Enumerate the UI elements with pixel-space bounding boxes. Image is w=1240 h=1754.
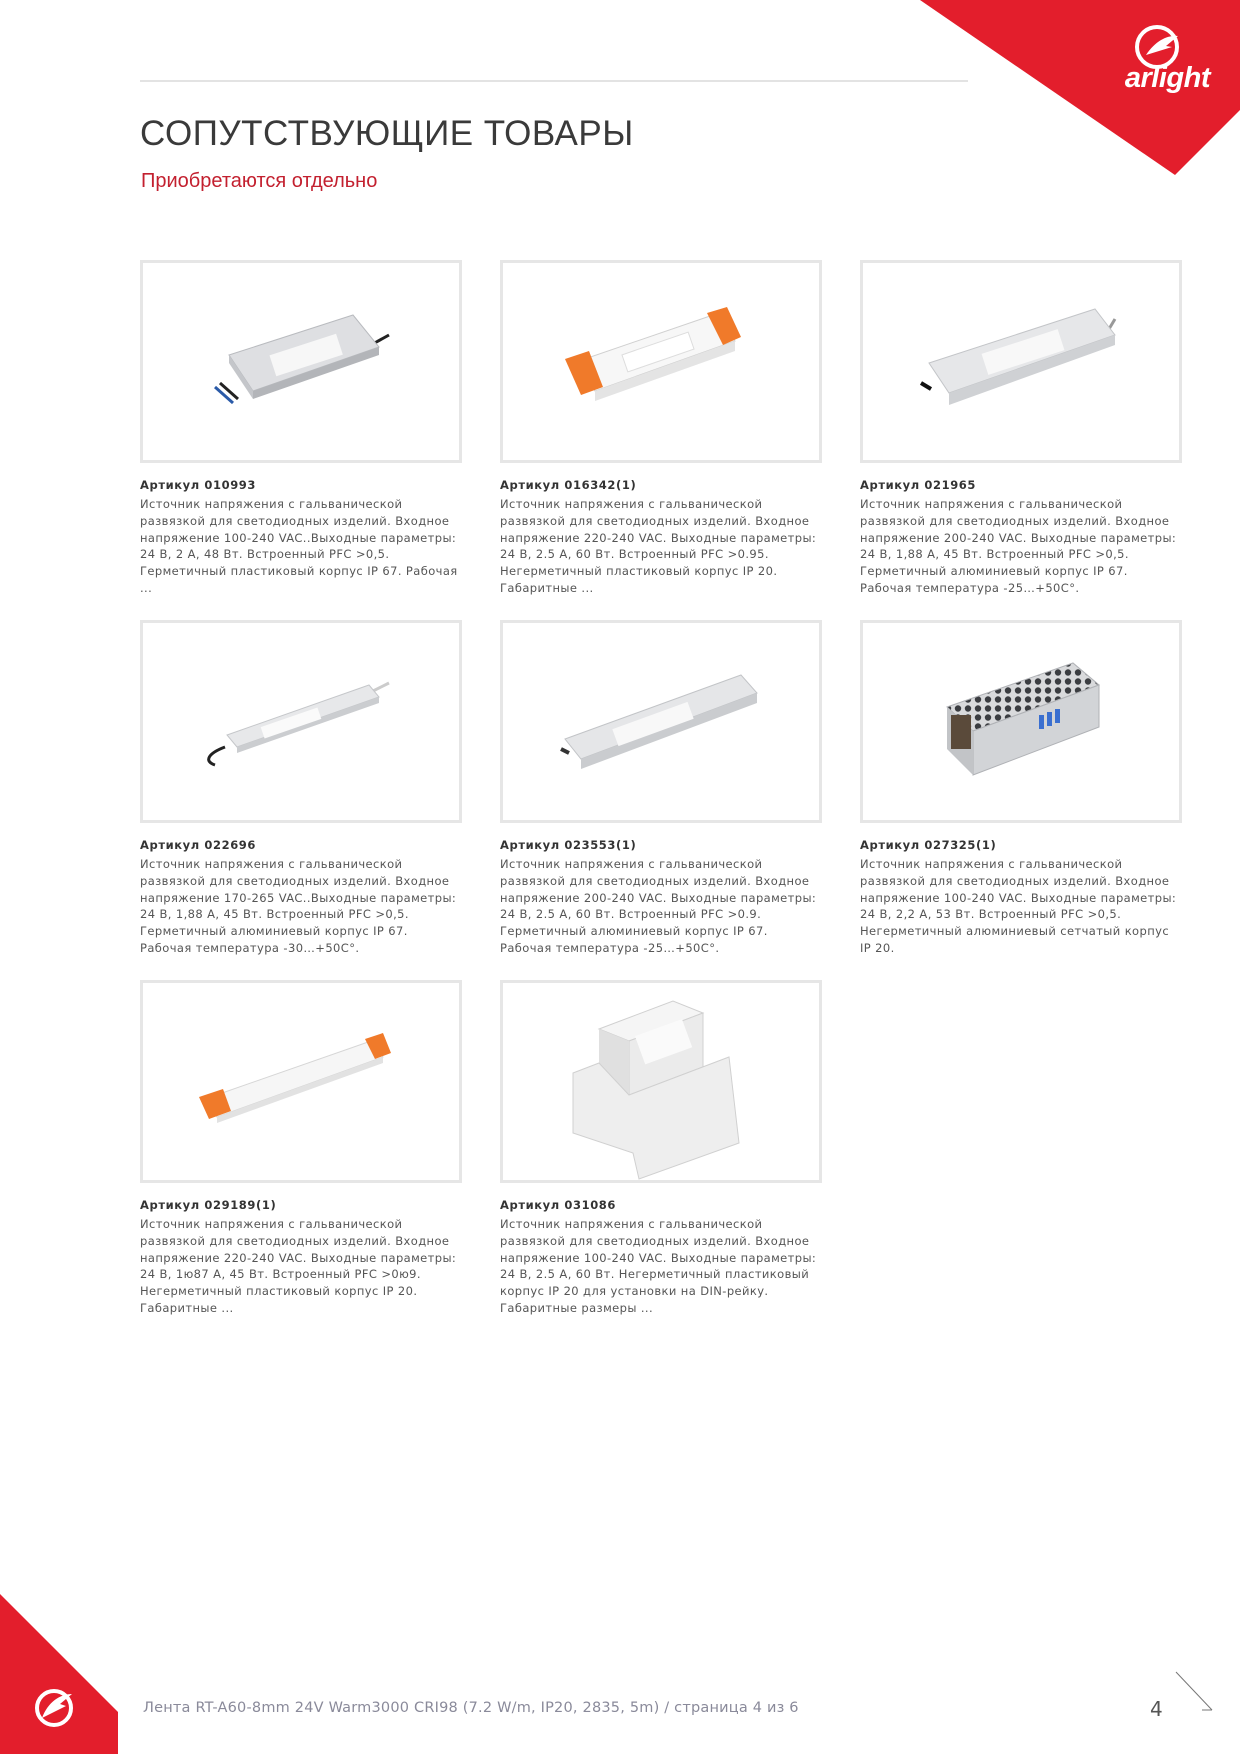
product-card[interactable] xyxy=(140,980,462,1317)
page-title: СОПУТСТВУЮЩИЕ ТОВАРЫ xyxy=(140,114,634,153)
product-description: Источник напряжения с гальванической развязкой для светодиодных изделий. Входное напряжение 100-240 VAC. Выходные параметры: 24 В, 2.5 А, 60 Вт. Негерметичный пластиковый корпус IP 20 для установки на DIN-рейку. Габаритные размеры ... xyxy=(500,1217,817,1315)
brand-name: arlight xyxy=(1124,62,1210,94)
psu-slim-white-orange-icon xyxy=(143,983,459,1180)
page-number: 4 xyxy=(1150,1697,1163,1721)
product-description: Источник напряжения с гальванической развязкой для светодиодных изделий. Входное напряжение 200-240 VAC. Выходные параметры: 24 В, 1,88 А, 45 Вт. Встроенный PFC >0,5. Герметичный алюминиевый корпус IP 67. Рабочая температура -25…+50С°. xyxy=(860,497,1177,595)
product-article: Артикул 010993 xyxy=(140,478,256,492)
product-image[interactable] xyxy=(860,260,1182,463)
product-article: Артикул 016342(1) xyxy=(500,478,637,492)
product-image[interactable] xyxy=(140,260,462,463)
psu-grey-ip67-icon xyxy=(143,263,459,460)
product-article: Артикул 029189(1) xyxy=(140,1198,277,1212)
product-article: Артикул 027325(1) xyxy=(860,838,997,852)
top-divider xyxy=(140,80,968,82)
product-card[interactable] xyxy=(140,620,462,957)
product-card[interactable] xyxy=(500,980,822,1317)
product-description: Источник напряжения с гальванической развязкой для светодиодных изделий. Входное напряжение 100-240 VAC. Выходные параметры: 24 В, 2,2 А, 53 Вт. Встроенный PFC >0,5. Негерметичный алюминиевый сетчатый корпус IP 20. xyxy=(860,857,1177,955)
footer-document-info: Лента RT-A60-8mm 24V Warm3000 CRI98 (7.2 W/m, IP20, 2835, 5m) / страница 4 из 6 xyxy=(143,1700,799,1716)
arlight-mark-icon xyxy=(0,1594,118,1754)
psu-slim-aluminium-icon xyxy=(143,623,459,820)
product-card[interactable] xyxy=(140,260,462,597)
product-image[interactable] xyxy=(500,260,822,463)
brand-corner-logo xyxy=(920,0,1240,175)
product-article: Артикул 031086 xyxy=(500,1198,616,1212)
product-description: Источник напряжения с гальванической развязкой для светодиодных изделий. Входное напряжение 220-240 VAC. Выходные параметры: 24 В, 2.5 А, 60 Вт. Встроенный PFC >0.95. Негерметичный пластиковый корпус IP 20. Габаритные ... xyxy=(500,497,817,595)
product-image[interactable] xyxy=(860,620,1182,823)
product-image[interactable] xyxy=(140,620,462,823)
psu-long-aluminium-icon xyxy=(503,623,819,820)
psu-mesh-case-icon xyxy=(863,623,1179,820)
product-description: Источник напряжения с гальванической развязкой для светодиодных изделий. Входное напряжение 220-240 VAC. Выходные параметры: 24 В, 1ю87 А, 45 Вт. Встроенный PFC >0ю9. Негерметичный пластиковый корпус IP 20. Габаритные ... xyxy=(140,1217,457,1315)
product-image[interactable] xyxy=(500,620,822,823)
psu-din-rail-icon xyxy=(503,983,819,1180)
product-article: Артикул 022696 xyxy=(140,838,256,852)
product-card[interactable] xyxy=(500,620,822,957)
product-article: Артикул 021965 xyxy=(860,478,976,492)
product-card[interactable] xyxy=(500,260,822,597)
footer-brand-corner xyxy=(0,1594,118,1754)
product-description: Источник напряжения с гальванической развязкой для светодиодных изделий. Входное напряжение 170-265 VAC..Выходные параметры: 24 В, 1,88 А, 45 Вт. Встроенный PFC >0,5. Герметичный алюминиевый корпус IP 67. Рабочая температура -30…+50С°. xyxy=(140,857,457,955)
product-image[interactable] xyxy=(140,980,462,1183)
product-card[interactable] xyxy=(860,260,1182,597)
product-card[interactable] xyxy=(860,620,1182,957)
psu-aluminium-ip67-icon xyxy=(863,263,1179,460)
page-corner-slash-icon xyxy=(1168,1670,1218,1730)
page-subtitle: Приобретаются отдельно xyxy=(141,170,378,192)
product-description: Источник напряжения с гальванической развязкой для светодиодных изделий. Входное напряжение 100-240 VAC..Выходные параметры: 24 В, 2 А, 48 Вт. Встроенный PFC >0,5. Герметичный пластиковый корпус IP 67. Рабочая ... xyxy=(140,497,458,595)
product-description: Источник напряжения с гальванической развязкой для светодиодных изделий. Входное напряжение 200-240 VAC. Выходные параметры: 24 В, 2.5 А, 60 Вт. Встроенный PFC >0.9. Герметичный алюминиевый корпус IP 67. Рабочая температура -25…+50С°. xyxy=(500,857,817,955)
product-article: Артикул 023553(1) xyxy=(500,838,637,852)
product-image[interactable] xyxy=(500,980,822,1183)
psu-white-orange-caps-icon xyxy=(503,263,819,460)
